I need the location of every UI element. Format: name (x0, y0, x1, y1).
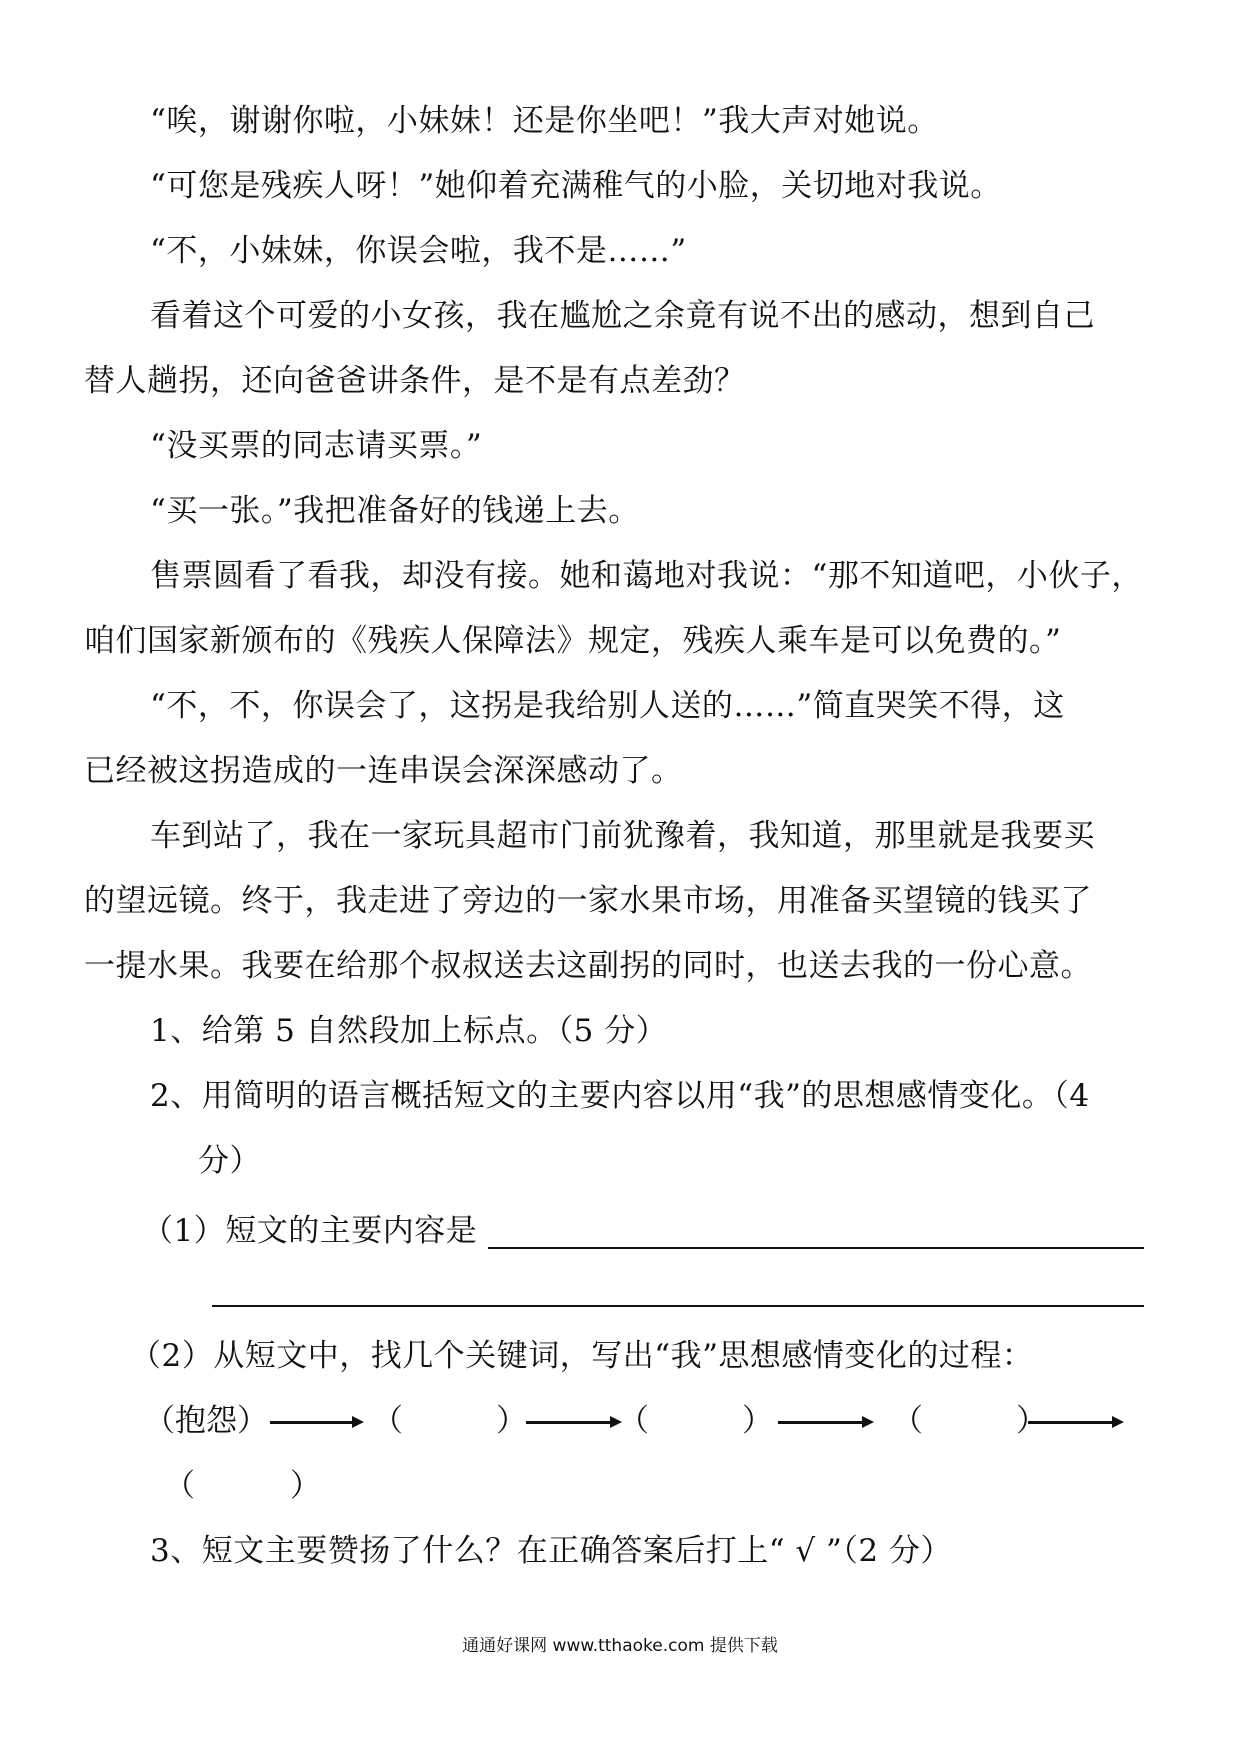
flow-blank[interactable]: （ ） (164, 1468, 322, 1504)
passage-line: 看着这个可爱的小女孩，我在尴尬之余竟有说不出的感动，想到自己 (150, 298, 1095, 334)
passage-line: “可您是残疾人呀！”她仰着充满稚气的小脸，关切地对我说。 (150, 168, 1002, 204)
answer-line[interactable] (488, 1247, 1144, 1249)
flow-blank[interactable]: （ ） (892, 1403, 1047, 1439)
question-2-part-1: （1）短文的主要内容是 (142, 1213, 478, 1249)
flow-start-label: （抱怨） (144, 1403, 268, 1439)
arrow-right-icon (270, 1421, 354, 1424)
arrow-right-icon (1028, 1421, 1114, 1424)
question-3: 3、短文主要赞扬了什么？在正确答案后打上“ √ ”（2 分） (150, 1533, 952, 1569)
answer-line[interactable] (212, 1305, 1144, 1307)
question-2-part-2: （2）从短文中，找几个关键词，写出“我”思想感情变化的过程： (130, 1338, 1034, 1374)
question-1: 1、给第 5 自然段加上标点。（5 分） (150, 1013, 668, 1049)
passage-line: “不，小妹妹，你误会啦，我不是……” (150, 233, 687, 269)
question-2: 2、用简明的语言概括短文的主要内容以用“我”的思想感情变化。（4 (150, 1078, 1090, 1114)
arrow-right-icon (778, 1421, 864, 1424)
flow-blank[interactable]: （ ） (618, 1403, 773, 1439)
passage-line: “不，不，你误会了，这拐是我给别人送的……”简直哭笑不得，这 (150, 688, 1065, 724)
passage-line: 售票圆看了看我，却没有接。她和蔼地对我说：“那不知道吧，小伙子， (150, 558, 1143, 594)
footer-credit: 通通好课网 www.tthaoke.com 提供下载 (462, 1636, 778, 1656)
passage-line: “唉，谢谢你啦，小妹妹！还是你坐吧！”我大声对她说。 (150, 103, 939, 139)
passage-line: “买一张。”我把准备好的钱递上去。 (150, 493, 640, 529)
passage-line: 车到站了，我在一家玩具超市门前犹豫着，我知道，那里就是我要买 (150, 818, 1095, 854)
passage-line: “没买票的同志请买票。” (150, 428, 483, 464)
passage-line: 的望远镜。终于，我走进了旁边的一家水果市场，用准备买望镜的钱买了 (84, 883, 1092, 919)
question-2-continued: 分） (198, 1143, 261, 1179)
flow-blank[interactable]: （ ） (372, 1403, 527, 1439)
passage-line: 一提水果。我要在给那个叔叔送去这副拐的同时，也送去我的一份心意。 (84, 948, 1092, 984)
arrow-right-icon (526, 1421, 612, 1424)
passage-line: 替人趟拐，还向爸爸讲条件，是不是有点差劲？ (84, 363, 746, 399)
passage-line: 已经被这拐造成的一连串误会深深感动了。 (84, 753, 683, 789)
passage-line: 咱们国家新颁布的《残疾人保障法》规定，残疾人乘车是可以免费的。” (84, 623, 1062, 659)
